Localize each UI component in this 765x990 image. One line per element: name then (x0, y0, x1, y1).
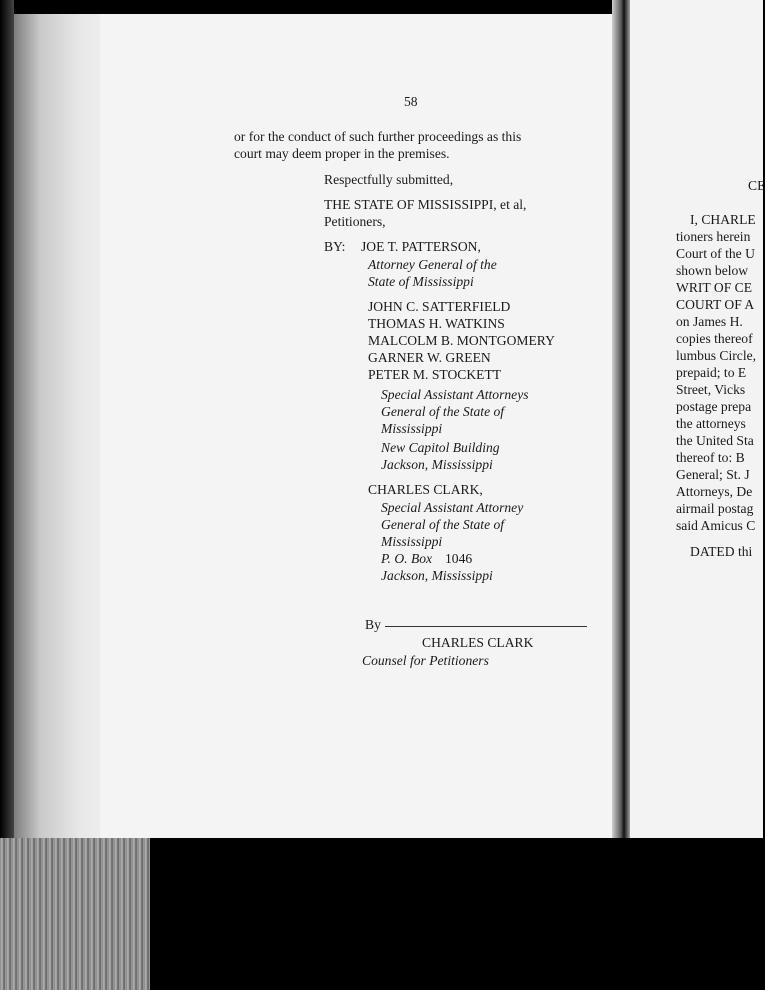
paragraph-line: court may deem proper in the premises. (234, 146, 450, 161)
attorney-line: Mississippi (381, 534, 443, 549)
right-page-line: Street, Vicks (676, 382, 746, 397)
attorney-line: JOE T. PATTERSON, (361, 239, 481, 254)
attorney-line: PETER M. STOCKETT (368, 367, 502, 382)
attorney-line: JOHN C. SATTERFIELD (368, 299, 511, 314)
right-page-line: airmail postag (676, 501, 754, 516)
signature-line (385, 626, 587, 627)
left-page (100, 0, 622, 838)
attorney-line: Jackson, Mississippi (381, 568, 493, 583)
right-page-line: the United Sta (676, 433, 754, 448)
attorney-line: New Capitol Building (381, 440, 500, 455)
right-page-line: copies thereof (676, 331, 753, 346)
attorney-line: Jackson, Mississippi (381, 457, 493, 472)
right-page-line: shown below (676, 263, 749, 278)
attorney-line: General of the State of (381, 517, 505, 532)
right-page (630, 0, 763, 838)
right-page-line: WRIT OF CE (676, 280, 753, 295)
right-page-line: General; St. J (676, 467, 750, 482)
by-prefix: BY: (324, 239, 346, 254)
party-role: Petitioners, (324, 214, 386, 229)
signature-by: By (365, 617, 381, 632)
attorney-line: Special Assistant Attorneys (381, 387, 529, 402)
attorney-line: Mississippi (381, 421, 443, 436)
right-page-line: lumbus Circle, (676, 348, 757, 363)
party-name: THE STATE OF MISSISSIPPI, et al, (324, 197, 527, 212)
attorney-line: P. O. Box (381, 551, 433, 566)
right-page-line: COURT OF A (676, 297, 755, 312)
closing-phrase: Respectfully submitted, (324, 172, 454, 187)
paragraph-line: or for the conduct of such further proceedings as this (234, 129, 522, 144)
page-number: 58 (404, 94, 418, 109)
page-stack-edges (0, 838, 150, 990)
right-page-line: Attorneys, De (676, 484, 753, 499)
signature-name: CHARLES CLARK (422, 635, 534, 650)
attorney-line: Special Assistant Attorney (381, 500, 524, 515)
right-page-line: tioners herein (676, 229, 751, 244)
right-page-line: the attorneys (676, 416, 746, 431)
right-page-line: thereof to: B (676, 450, 745, 465)
attorney-line: 1046 (445, 551, 473, 566)
right-page-line: said Amicus C (676, 518, 756, 533)
attorney-line: Attorney General of the (368, 257, 497, 272)
right-page-line: postage prepa (676, 399, 752, 414)
right-page-line: prepaid; to E (676, 365, 747, 380)
signature-role: Counsel for Petitioners (362, 653, 489, 668)
right-page-line: Court of the U (676, 246, 755, 261)
attorney-line: MALCOLM B. MONTGOMERY (368, 333, 555, 348)
attorney-line: THOMAS H. WATKINS (368, 316, 505, 331)
attorney-line: GARNER W. GREEN (368, 350, 491, 365)
right-page-line: I, CHARLE (690, 212, 756, 227)
attorney-line: State of Mississippi (368, 274, 474, 289)
right-page-heading-fragment: CE (748, 178, 765, 193)
attorney-line: CHARLES CLARK, (368, 482, 483, 497)
attorney-line: General of the State of (381, 404, 505, 419)
right-page-dated-line: DATED thi (690, 544, 753, 559)
right-page-line: on James H. (676, 314, 743, 329)
